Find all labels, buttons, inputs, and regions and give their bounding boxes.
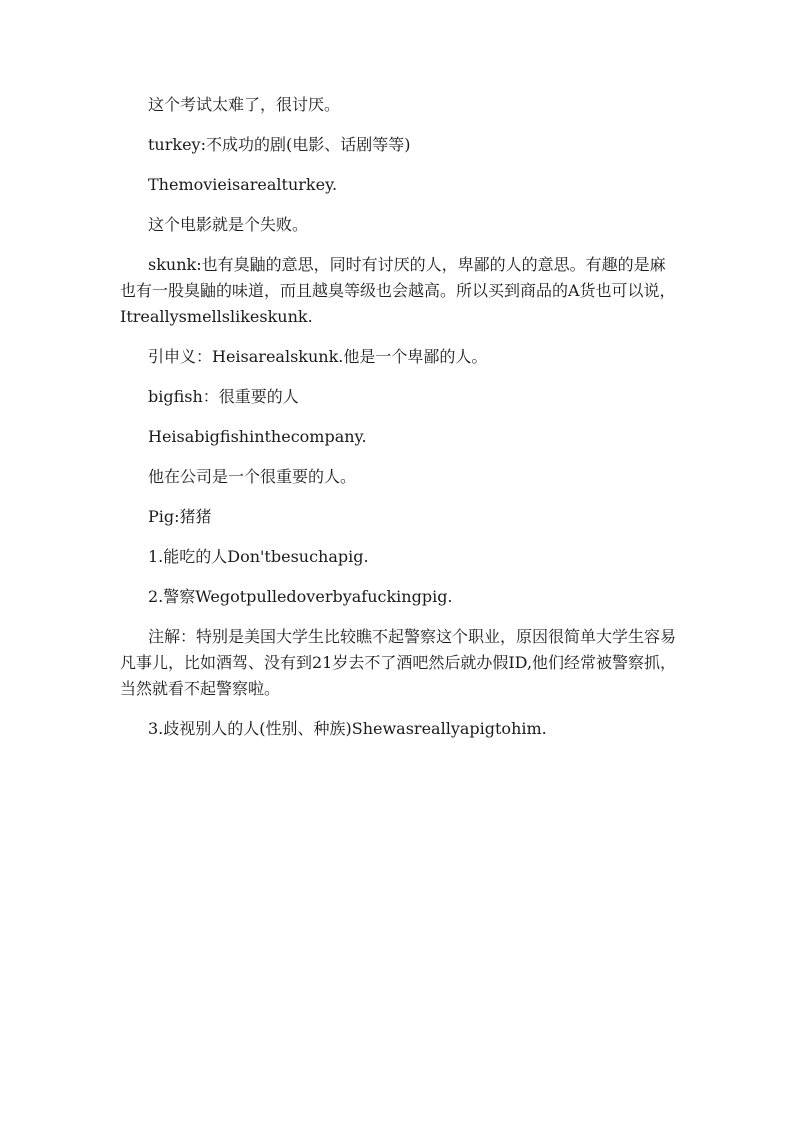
paragraph-turkey-translation: 这个电影就是个失败。: [148, 215, 309, 234]
paragraph-pig-meaning-3: 3.歧视别人的人(性别、种族)Shewasreallyapigtohim.: [148, 719, 547, 738]
paragraph-bigfish-example: Heisabigfishinthecompany.: [148, 427, 367, 446]
paragraph-turkey-definition: turkey:不成功的剧(电影、话剧等等): [148, 135, 411, 154]
paragraph-pig-meaning-1: 1.能吃的人Don'tbesuchapig.: [148, 547, 369, 566]
paragraph-pig-heading: Pig:猪猪: [148, 507, 212, 526]
document-body: [120, 92, 680, 756]
paragraph-pig-note: 注解：特别是美国大学生比较瞧不起警察这个职业，原因很简单大学生容易凡事儿，比如酒驾、没有到21岁去不了酒吧然后就办假ID,他们经常被警察抓，当然就看不起警察啦。: [120, 627, 677, 698]
paragraph-skunk-definition: skunk:也有臭鼬的意思，同时有讨厌的人，卑鄙的人的意思。有趣的是麻也有一股臭鼬的味道，而且越臭等级也会越高。所以买到商品的A货也可以说，Itreallysmellslikeskunk.: [120, 255, 676, 326]
paragraph-exam-too-hard: 这个考试太难了，很讨厌。: [148, 95, 341, 114]
paragraph-turkey-example: Themovieisarealturkey.: [148, 175, 338, 194]
paragraph-bigfish-translation: 他在公司是一个很重要的人。: [148, 467, 357, 486]
paragraph-pig-meaning-2: 2.警察Wegotpulledoverbyafuckingpig.: [148, 587, 453, 606]
paragraph-skunk-extended: 引申义：Heisarealskunk.他是一个卑鄙的人。: [148, 347, 488, 366]
paragraph-bigfish-definition: bigfish：很重要的人: [148, 387, 299, 406]
